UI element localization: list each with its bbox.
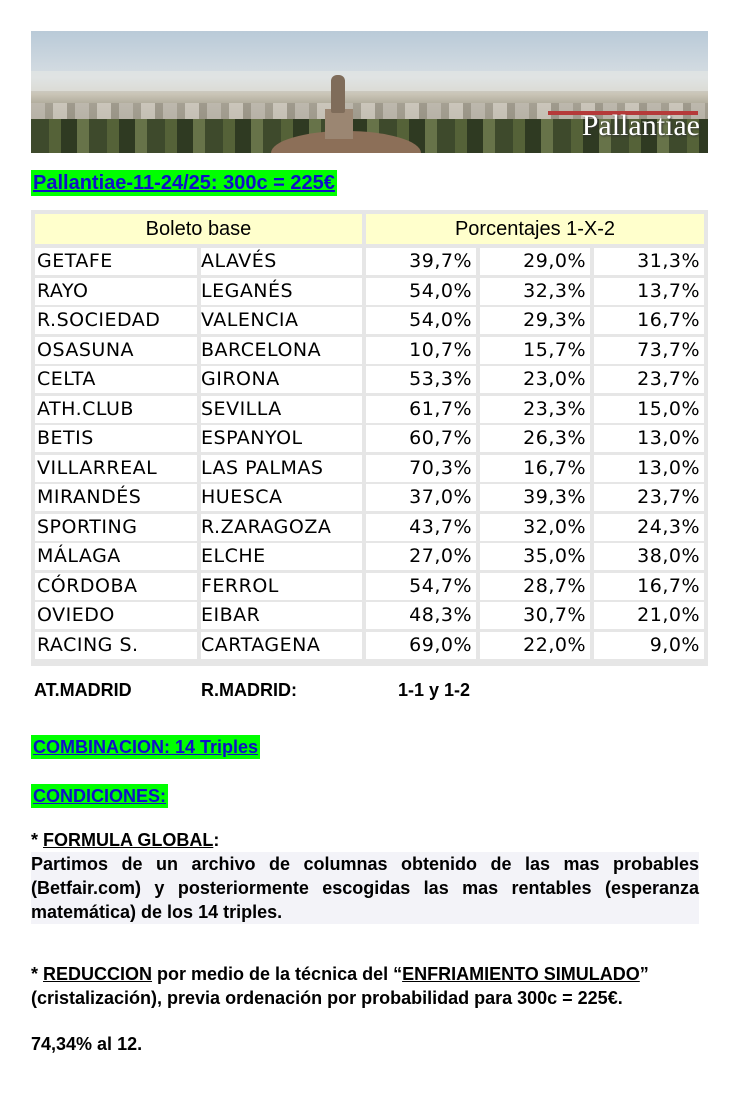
pct-x-cell: 29,3% xyxy=(480,307,590,334)
formula-heading: * FORMULA GLOBAL: xyxy=(31,830,220,850)
combinacion-heading[interactable]: COMBINACION: 14 Triples xyxy=(33,737,259,757)
pct-x-cell: 32,3% xyxy=(480,278,590,305)
away-team-cell: ELCHE xyxy=(201,543,362,570)
away-team-cell: SEVILLA xyxy=(201,396,362,423)
pct-2-cell: 23,7% xyxy=(594,484,704,511)
pct-1-cell: 54,7% xyxy=(366,573,476,600)
table-row xyxy=(35,514,704,541)
pct-2-cell: 16,7% xyxy=(594,573,704,600)
home-team-cell: MIRANDÉS xyxy=(35,484,197,511)
home-team-cell: RACING S. xyxy=(35,632,197,659)
pct-1-cell: 54,0% xyxy=(366,278,476,305)
banner-logo: Pallantiae xyxy=(581,109,700,142)
pct-x-cell: 22,0% xyxy=(480,632,590,659)
extra-away-team: R.MADRID: xyxy=(201,680,297,700)
home-team-cell: VILLARREAL xyxy=(35,455,197,482)
pct-x-cell: 26,3% xyxy=(480,425,590,452)
pct-2-cell: 73,7% xyxy=(594,337,704,364)
away-team-cell: VALENCIA xyxy=(201,307,362,334)
pct-1-cell: 70,3% xyxy=(366,455,476,482)
pct-2-cell: 24,3% xyxy=(594,514,704,541)
pct-x-cell: 16,7% xyxy=(480,455,590,482)
pct-x-cell: 32,0% xyxy=(480,514,590,541)
pct-2-cell: 13,7% xyxy=(594,278,704,305)
pct-x-cell: 39,3% xyxy=(480,484,590,511)
pct-2-cell: 23,7% xyxy=(594,366,704,393)
percentages-table xyxy=(31,210,708,666)
banner-image xyxy=(31,31,708,153)
pct-2-cell: 21,0% xyxy=(594,602,704,629)
pct-1-cell: 39,7% xyxy=(366,248,476,275)
away-team-cell: CARTAGENA xyxy=(201,632,362,659)
pct-2-cell: 13,0% xyxy=(594,425,704,452)
away-team-cell: BARCELONA xyxy=(201,337,362,364)
pct-x-cell: 35,0% xyxy=(480,543,590,570)
away-team-cell: FERROL xyxy=(201,573,362,600)
pct-1-cell: 53,3% xyxy=(366,366,476,393)
table-row xyxy=(35,543,704,570)
header-boleto-base: Boleto base xyxy=(35,214,362,244)
pct-2-cell: 13,0% xyxy=(594,455,704,482)
home-team-cell: RAYO xyxy=(35,278,197,305)
table-row xyxy=(35,573,704,600)
pct-1-cell: 43,7% xyxy=(366,514,476,541)
away-team-cell: LEGANÉS xyxy=(201,278,362,305)
reduccion-paragraph: * REDUCCION por medio de la técnica del “ENFRIAMIENTO SIMULADO” (cristalización), previa ordenación por probabilidad para 300c = 225€. xyxy=(31,964,649,1008)
away-team-cell: HUESCA xyxy=(201,484,362,511)
condiciones-heading[interactable]: CONDICIONES: xyxy=(33,786,167,806)
pct-x-cell: 15,7% xyxy=(480,337,590,364)
pct-2-cell: 16,7% xyxy=(594,307,704,334)
home-team-cell: OSASUNA xyxy=(35,337,197,364)
extra-home-team: AT.MADRID xyxy=(34,680,132,700)
header-porcentajes: Porcentajes 1-X-2 xyxy=(366,214,704,244)
extra-result: 1-1 y 1-2 xyxy=(398,680,471,700)
table-row xyxy=(35,396,704,423)
away-team-cell: GIRONA xyxy=(201,366,362,393)
away-team-cell: EIBAR xyxy=(201,602,362,629)
reduccion-result: 74,34% al 12. xyxy=(31,1034,143,1054)
enfriamiento-label: ENFRIAMIENTO SIMULADO xyxy=(402,964,640,984)
table-row xyxy=(35,484,704,511)
table-row xyxy=(35,425,704,452)
table-row xyxy=(35,278,704,305)
pct-1-cell: 37,0% xyxy=(366,484,476,511)
pct-1-cell: 54,0% xyxy=(366,307,476,334)
pct-1-cell: 27,0% xyxy=(366,543,476,570)
pct-x-cell: 23,3% xyxy=(480,396,590,423)
away-team-cell: ESPANYOL xyxy=(201,425,362,452)
pct-x-cell: 23,0% xyxy=(480,366,590,393)
pct-1-cell: 60,7% xyxy=(366,425,476,452)
home-team-cell: CELTA xyxy=(35,366,197,393)
pct-x-cell: 28,7% xyxy=(480,573,590,600)
pct-2-cell: 9,0% xyxy=(594,632,704,659)
table-row xyxy=(35,632,704,659)
table-row xyxy=(35,366,704,393)
away-team-cell: R.ZARAGOZA xyxy=(201,514,362,541)
pct-2-cell: 38,0% xyxy=(594,543,704,570)
pct-2-cell: 31,3% xyxy=(594,248,704,275)
away-team-cell: LAS PALMAS xyxy=(201,455,362,482)
table-row xyxy=(35,455,704,482)
pct-1-cell: 48,3% xyxy=(366,602,476,629)
home-team-cell: ATH.CLUB xyxy=(35,396,197,423)
reduccion-label: REDUCCION xyxy=(43,964,153,984)
table-row xyxy=(35,248,704,275)
home-team-cell: BETIS xyxy=(35,425,197,452)
home-team-cell: SPORTING xyxy=(35,514,197,541)
formula-body: Partimos de un archivo de columnas obtenido de las mas probables (Betfair.com) y posteriormente escogidas las mas rentables (esperanza matemática) de los 14 triples. xyxy=(31,854,699,922)
table-row xyxy=(35,307,704,334)
formula-label: FORMULA GLOBAL xyxy=(43,830,214,850)
home-team-cell: MÁLAGA xyxy=(35,543,197,570)
page-title[interactable]: Pallantiae-11-24/25: 300c = 225€ xyxy=(33,172,335,194)
pct-2-cell: 15,0% xyxy=(594,396,704,423)
pct-1-cell: 61,7% xyxy=(366,396,476,423)
table-row xyxy=(35,337,704,364)
away-team-cell: ALAVÉS xyxy=(201,248,362,275)
home-team-cell: CÓRDOBA xyxy=(35,573,197,600)
table-row xyxy=(35,602,704,629)
home-team-cell: OVIEDO xyxy=(35,602,197,629)
home-team-cell: GETAFE xyxy=(35,248,197,275)
pct-1-cell: 69,0% xyxy=(366,632,476,659)
pct-1-cell: 10,7% xyxy=(366,337,476,364)
home-team-cell: R.SOCIEDAD xyxy=(35,307,197,334)
statue-figure xyxy=(331,75,345,113)
pct-x-cell: 30,7% xyxy=(480,602,590,629)
pct-x-cell: 29,0% xyxy=(480,248,590,275)
